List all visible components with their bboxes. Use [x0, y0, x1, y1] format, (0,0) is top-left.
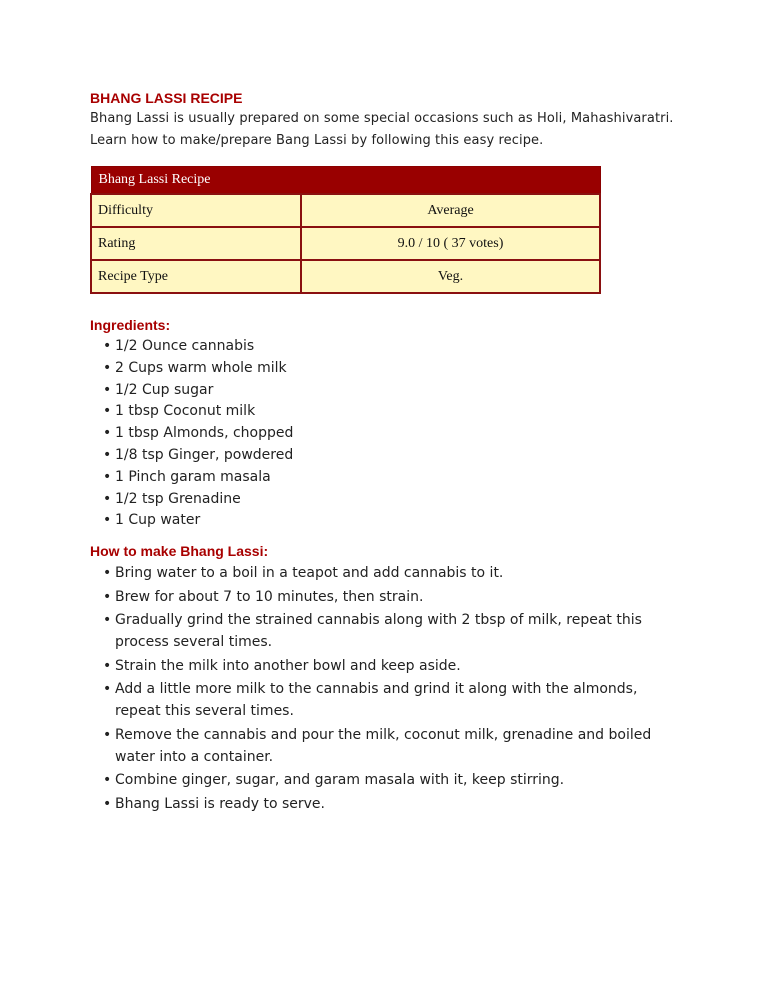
- recipe-info-table: [90, 166, 601, 294]
- list-item: • Strain the milk into another bowl and keep aside.: [90, 655, 670, 677]
- list-item: • 1/2 Ounce cannabis: [90, 336, 690, 358]
- list-item: • Bring water to a boil in a teapot and add cannabis to it.: [90, 562, 670, 584]
- ingredients-heading: Ingredients:: [90, 317, 171, 333]
- table-row-difficulty: [91, 194, 600, 227]
- list-item: • 1 Pinch garam masala: [90, 467, 690, 489]
- list-item: • Add a little more milk to the cannabis and grind it along with the almonds, repeat this several times.: [90, 678, 670, 722]
- list-item: • 2 Cups warm whole milk: [90, 358, 690, 380]
- table-header: Bhang Lassi Recipe: [91, 167, 600, 195]
- intro-line-1: Bhang Lassi is usually prepared on some special occasions such as Holi, Mahashivaratri.: [90, 111, 674, 126]
- list-item: • Brew for about 7 to 10 minutes, then strain.: [90, 586, 670, 608]
- list-item: • Remove the cannabis and pour the milk, coconut milk, grenadine and boiled water into a container.: [90, 724, 670, 768]
- list-item: • 1 Cup water: [90, 510, 690, 532]
- recipe-document: [90, 88, 690, 816]
- list-item: • 1/2 Cup sugar: [90, 380, 690, 402]
- list-item: • 1 tbsp Coconut milk: [90, 401, 690, 423]
- ingredients-list: [90, 336, 690, 532]
- method-steps-list: [90, 562, 690, 815]
- intro-line-2: Learn how to make/prepare Bang Lassi by following this easy recipe.: [90, 133, 544, 148]
- table-row-recipe-type: [91, 260, 600, 293]
- recipe-title: BHANG LASSI RECIPE: [90, 90, 243, 106]
- rating-value: 9.0 / 10 ( 37 votes): [301, 227, 600, 260]
- table-row-rating: [91, 227, 600, 260]
- rating-label: Rating: [91, 227, 301, 260]
- difficulty-value: Average: [301, 194, 600, 227]
- list-item: • 1/2 tsp Grenadine: [90, 489, 690, 511]
- list-item: • Combine ginger, sugar, and garam masala with it, keep stirring.: [90, 769, 670, 791]
- recipe-type-label: Recipe Type: [91, 260, 301, 293]
- difficulty-label: Difficulty: [91, 194, 301, 227]
- list-item: • 1/8 tsp Ginger, powdered: [90, 445, 690, 467]
- method-heading: How to make Bhang Lassi:: [90, 543, 269, 560]
- list-item: • Gradually grind the strained cannabis along with 2 tbsp of milk, repeat this process several times.: [90, 609, 670, 653]
- list-item: • Bhang Lassi is ready to serve.: [90, 793, 670, 815]
- list-item: • 1 tbsp Almonds, chopped: [90, 423, 690, 445]
- recipe-type-value: Veg.: [301, 260, 600, 293]
